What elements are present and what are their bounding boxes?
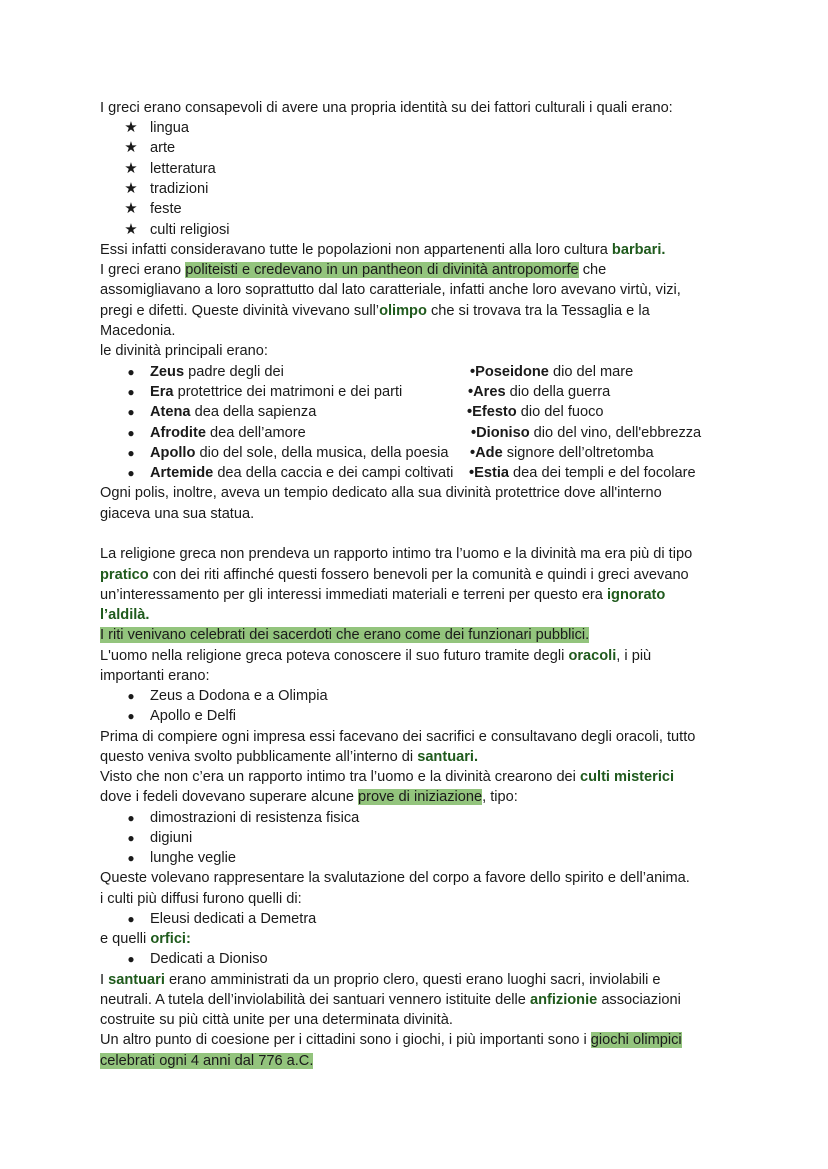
barbari-line: Essi infatti consideravano tutte le popolazioni non appartenenti alla loro cultura barbari. — [100, 242, 666, 258]
religione-line-3: un’interessamento per gli interessi immediati materiali e terreni per questo era ignorato — [100, 587, 666, 603]
politeismo-line-1: I greci erano politeisti e credevano in un pantheon di divinità antropomorfe che — [100, 262, 607, 278]
star-icon: ★ — [124, 200, 138, 217]
star-icon: ★ — [124, 119, 138, 136]
misteri-line-1: Visto che non c’era un rapporto intimo tra l’uomo e la divinità crearono dei culti misterici — [100, 769, 675, 785]
clero-line-2: neutrali. A tutela dell’inviolabilità dei santuari vennero istituite delle anfizionie associazioni — [100, 992, 681, 1008]
clero-line-3: costruite su più città unite per una determinata divinità. — [100, 1012, 453, 1028]
bullet-icon: ● — [127, 811, 135, 825]
star-icon: ★ — [124, 139, 138, 156]
oracoli-line-2: importanti erano: — [100, 668, 210, 684]
highlight-prove: prove di iniziazione — [358, 789, 483, 805]
oracoli-line-1: L'uomo nella religione greca poteva conoscere il suo futuro tramite degli oracoli, i più — [100, 648, 652, 664]
giochi-line-2 — [100, 1051, 313, 1071]
term-pratico: pratico — [100, 567, 149, 583]
highlight-politeisti: politeisti e credevano in un pantheon di divinità antropomorfe — [185, 262, 579, 278]
politeismo-line-4: Macedonia. — [100, 323, 176, 339]
riti-line — [100, 625, 589, 645]
bullet-icon: ● — [127, 709, 135, 723]
term-santuari: santuari. — [417, 749, 479, 765]
bullet-icon: ● — [127, 912, 135, 926]
bullet-icon: ● — [127, 365, 135, 379]
term-oracoli: oracoli — [568, 648, 617, 664]
misteri-line-3: Queste volevano rappresentare la svalutazione del corpo a favore dello spirito e dell’anima. — [100, 870, 690, 886]
star-icon: ★ — [124, 160, 138, 177]
term-barbari: barbari. — [611, 242, 666, 258]
bullet-icon: ● — [127, 831, 135, 845]
term-ignorato: ignorato — [606, 587, 666, 603]
star-icon: ★ — [124, 221, 138, 238]
giochi-line-1: Un altro punto di coesione per i cittadini sono i giochi, i più importanti sono i giochi olimpici — [100, 1032, 682, 1048]
term-orfici: orfici: — [150, 931, 191, 947]
bullet-icon: ● — [127, 689, 135, 703]
orfici-line: e quelli orfici: — [100, 931, 191, 947]
bullet-icon: ● — [127, 426, 135, 440]
religione-line-4 — [100, 605, 149, 625]
divinita-heading: le divinità principali erano: — [100, 343, 268, 359]
bullet-icon: ● — [127, 851, 135, 865]
misteri-line-2: dove i fedeli dovevano superare alcune prove di iniziazione, tipo: — [100, 789, 518, 805]
term-aldila: l’aldilà. — [100, 607, 150, 623]
religione-line-2: pratico con dei riti affinché questi fossero benevoli per la comunità e quindi i greci avevano — [100, 567, 689, 583]
politeismo-line-2: assomigliavano a loro soprattutto dal lato caratteriale, infatti anche loro avevano virtù, vizi, — [100, 282, 681, 298]
term-santuari-2: santuari — [108, 972, 165, 988]
star-icon: ★ — [124, 180, 138, 197]
santuari-line-1: Prima di compiere ogni impresa essi facevano dei sacrifici e consultavano degli oracoli, tutto — [100, 729, 696, 745]
religione-line-1: La religione greca non prendeva un rapporto intimo tra l’uomo e la divinità ma era più di tipo — [100, 546, 693, 562]
highlight-giochi: giochi olimpici — [590, 1032, 682, 1048]
bullet-icon: ● — [127, 952, 135, 966]
term-olimpo: olimpo — [379, 303, 427, 319]
bullet-icon: ● — [127, 405, 135, 419]
document-page: I greci erano consapevoli di avere una propria identità su dei fattori culturali i quali erano: ★ lingua ★ arte ★ letteratura ★ tradizioni ★ feste ★ culti religiosi Essi infatti consideravano tutte le popolazioni non appartenenti alla loro cultura barbari. I greci erano politeisti e credevano in un pantheon di divinità antropomorfe che assomigliavano a loro soprattutto dal lato caratteriale, infatti anche loro avevano virtù, vizi, pregi e difetti. Queste divinità vivevano sull’olimpo che si trovava tra la Tessaglia e la Macedonia. le divinità principali erano: ● Zeus padre degli dei •Poseidone dio del mare ● Era protettrice dei matrimoni e dei parti •Ares dio della guerra ● Atena dea della sapienza •Efesto dio del fuoco ● Afrodite dea dell’amore •Dioniso dio del vino, dell'ebbrezza ● Apollo dio del sole, della musica, della poesia •Ade signore dell’oltretomba ● Artemide dea della caccia e dei campi coltivati •Estia dea dei templi e del focolare Ogni polis, inoltre, aveva un tempio dedicato alla sua divinità protettrice dove all'interno giaceva una sua statua. La religione greca non prendeva un rapporto intimo tra l’uomo e la divinità ma era più di tipo pratico con dei riti affinché questi fossero benevoli per la comunità e quindi i greci avevano un’interessamento per gli interessi immediati materiali e terreni per questo era ignorato l’aldilà. I riti venivano celebrati dei sacerdoti che erano come dei funzionari pubblici. L'uomo nella religione greca poteva conoscere il suo futuro tramite degli oracoli, i più importanti erano: ● Zeus a Dodona e a Olimpia ● Apollo e Delfi Prima di compiere ogni impresa essi facevano dei sacrifici e consultavano degli oracoli, tutto questo veniva svolto pubblicamente all’interno di santuari. Visto che non c’era un rapporto intimo tra l’uomo e la divinità crearono dei culti misterici dove i fedeli dovevano superare alcune prove di iniziazione, tipo: ● dimostrazioni di resistenza fisica ● digiuni ● lunghe veglie Queste volevano rappresentare la svalutazione del corpo a favore dello spirito e dell’anima. i culti più diffusi furono quelli di: ● Eleusi dedicati a Demetra e quelli orfici: ● Dedicati a Dioniso I santuari erano amministrati da un proprio clero, questi erano luoghi sacri, inviolabili e neutrali. A tutela dell’inviolabilità dei santuari vennero istituite delle anfizionie associazioni costruite su più città unite per una determinata divinità. Un altro punto di coesione per i cittadini sono i giochi, i più importanti sono i giochi olimpici celebrati ogni 4 anni dal 776 a.C. — [100, 100, 702, 1069]
misteri-line-4: i culti più diffusi furono quelli di: — [100, 891, 302, 907]
santuari-line-2: questo veniva svolto pubblicamente all’interno di santuari. — [100, 749, 479, 765]
term-anfizionie: anfizionie — [529, 992, 598, 1008]
polis-line-1: Ogni polis, inoltre, aveva un tempio dedicato alla sua divinità protettrice dove all'interno — [100, 485, 662, 501]
politeismo-line-3: pregi e difetti. Queste divinità vivevano sull’olimpo che si trovava tra la Tessaglia e la — [100, 303, 650, 319]
intro-text: I greci erano consapevoli di avere una propria identità su dei fattori culturali i quali erano: — [100, 100, 673, 116]
bullet-icon: ● — [127, 466, 135, 480]
bullet-icon: ● — [127, 385, 135, 399]
clero-line-1: I santuari erano amministrati da un proprio clero, questi erano luoghi sacri, inviolabili e — [100, 972, 661, 988]
highlight-celebrati: celebrati ogni 4 anni dal 776 a.C. — [100, 1053, 314, 1069]
term-culti-misterici: culti misterici — [579, 769, 675, 785]
bullet-icon: ● — [127, 446, 135, 460]
polis-line-2: giaceva una sua statua. — [100, 506, 255, 522]
highlight-riti: I riti venivano celebrati dei sacerdoti che erano come dei funzionari pubblici. — [100, 627, 590, 643]
